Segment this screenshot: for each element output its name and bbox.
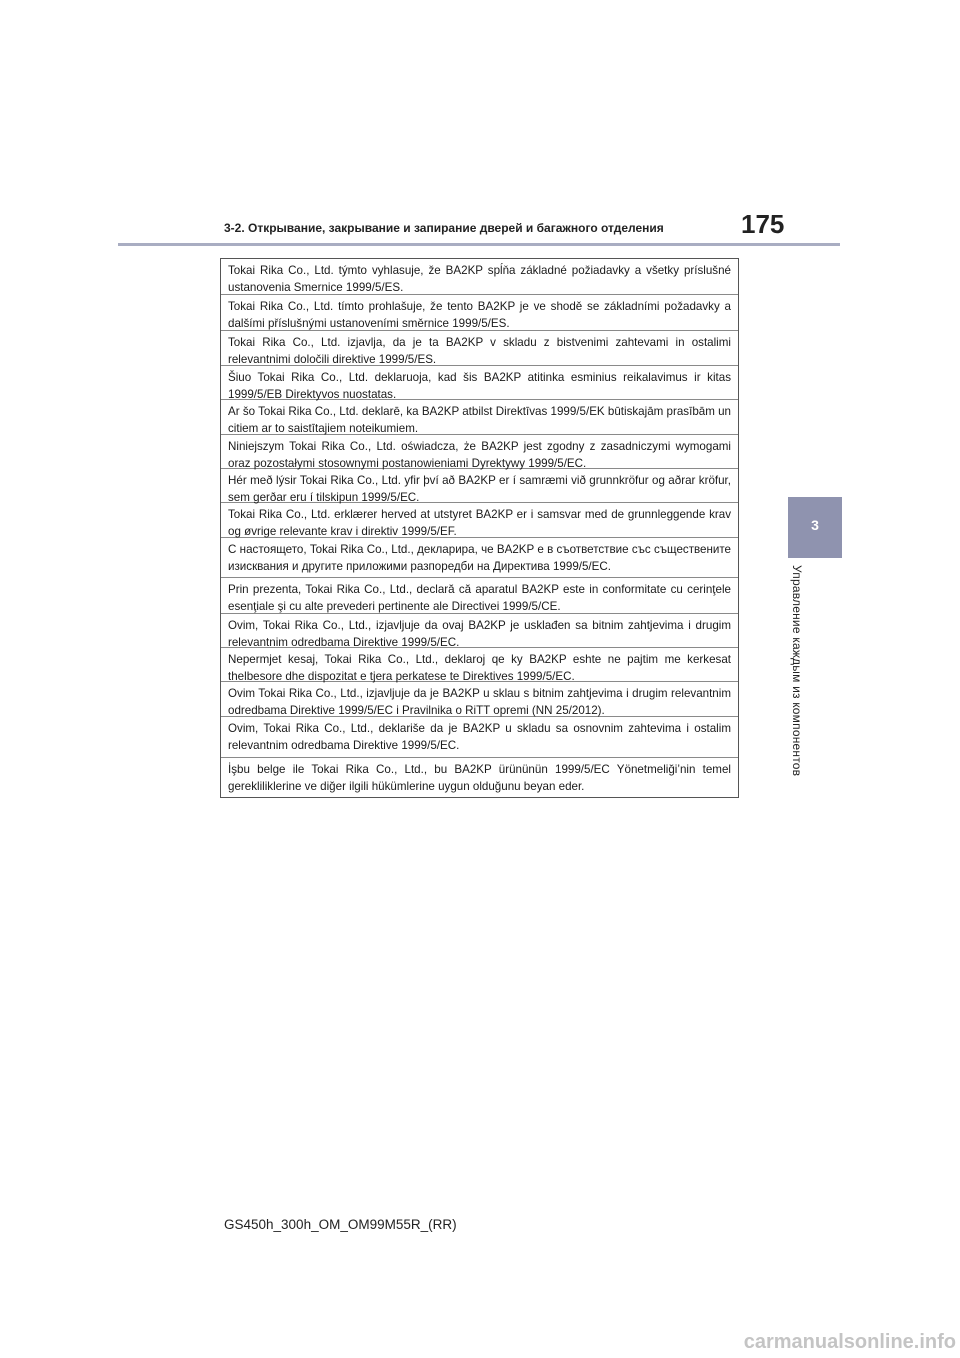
chapter-number: 3 [811, 517, 819, 533]
chapter-tab [788, 497, 842, 558]
declaration-row-bg: С настоящето, Tokai Rika Co., Ltd., декларира, че BA2KP е в съответствие със съществените изисквания и другите приложими разпоредби на Директива 1999/5/ЕС. [221, 538, 738, 578]
declaration-row-ro: Prin prezenta, Tokai Rika Co., Ltd., declară că aparatul BA2KP este in conformitate cu cerinţele esenţiale şi cu alte prevederi pertinente ale Directivei 1999/5/CE. [221, 578, 738, 614]
declaration-row-sr: Ovim, Tokai Rika Co., Ltd., deklariše da je BA2KP u skladu sa osnovnim zahtevima i ostalim relevantnim odredbama Direktive 1999/5/EC. [221, 717, 738, 758]
declaration-row-hr: Ovim, Tokai Rika Co., Ltd., izjavljuje da ovaj BA2KP je usklađen sa bitnim zahtjevima i drugim relevantnim odredbama Direktive 1999/5/EC. [221, 614, 738, 648]
declaration-row-sq: Nepermjet kesaj, Tokai Rika Co., Ltd., deklaroj qe ky BA2KP eshte ne pajtim me kerkesat thelbesore dhe dispozitat e tjera perkatese te Direktives 1999/5/EC. [221, 648, 738, 682]
declaration-row-pl: Niniejszym Tokai Rika Co., Ltd. oświadcza, że BA2KP jest zgodny z zasadniczymi wymogami oraz pozostałymi stosownymi postanowieniami Dyrektywy 1999/5/EC. [221, 435, 738, 469]
declaration-row-sk: Tokai Rika Co., Ltd. týmto vyhlasuje, že BA2KP spĺňa základné požiadavky a všetky príslušné ustanovenia Smernice 1999/5/ES. [221, 259, 738, 295]
declaration-row-tr: İşbu belge ile Tokai Rika Co., Ltd., bu BA2KP ürününün 1999/5/EC Yönetmeliği’nin temel gerekliliklerine ve diğer ilgili hükümlerine uygun olduğunu beyan eder. [228, 763, 731, 793]
document-code: GS450h_300h_OM_OM99M55R_(RR) [224, 1217, 457, 1232]
declaration-row-hr-rttt: Ovim Tokai Rika Co., Ltd., izjavljuje da je BA2KP u sklau s bitnim zahtjevima i drugim relevantnim odredbama Direktive 1999/5/EC i Pravilnika o RiTT opremi (NN 25/2012). [221, 682, 738, 717]
declaration-row-lt: Šiuo Tokai Rika Co., Ltd. deklaruoja, kad šis BA2KP atitinka esminius reikalavimus ir kitas 1999/5/EB Direktyvos nuostatas. [221, 366, 738, 400]
watermark: carmanualsonline.info [743, 1331, 956, 1353]
declaration-row-lv: Ar šo Tokai Rika Co., Ltd. deklarē, ka BA2KP atbilst Direktīvas 1999/5/EK būtiskajām prasībām un citiem ar to saistītajiem noteikumiem. [221, 400, 738, 435]
declaration-row-sl: Tokai Rika Co., Ltd. izjavlja, da je ta BA2KP v skladu z bistvenimi zahtevami in ostalimi relevantnimi določili direktive 1999/5/ES. [221, 331, 738, 366]
header-divider [118, 243, 840, 246]
declarations-table [220, 258, 739, 798]
declaration-row-no: Tokai Rika Co., Ltd. erklærer herved at utstyret BA2KP er i samsvar med de grunnleggende krav og øvrige relevante krav i direktiv 1999/5/EF. [221, 503, 738, 538]
declaration-row-is: Hér með lýsir Tokai Rika Co., Ltd. yfir því að BA2KP er í samræmi við grunnkröfur og aðrar kröfur, sem gerðar eru í tilskipun 1999/5/EC. [221, 469, 738, 503]
declaration-row-cs: Tokai Rika Co., Ltd. tímto prohlašuje, že tento BA2KP je ve shodě se základními požadavky a dalšími příslušnými ustanoveními směrnice 1999/5/ES. [221, 295, 738, 331]
section-title: 3-2. Открывание, закрывание и запирание дверей и багажного отделения [224, 221, 664, 235]
page-number: 175 [741, 209, 785, 239]
chapter-label: Управление каждым из компонентов [790, 565, 804, 777]
